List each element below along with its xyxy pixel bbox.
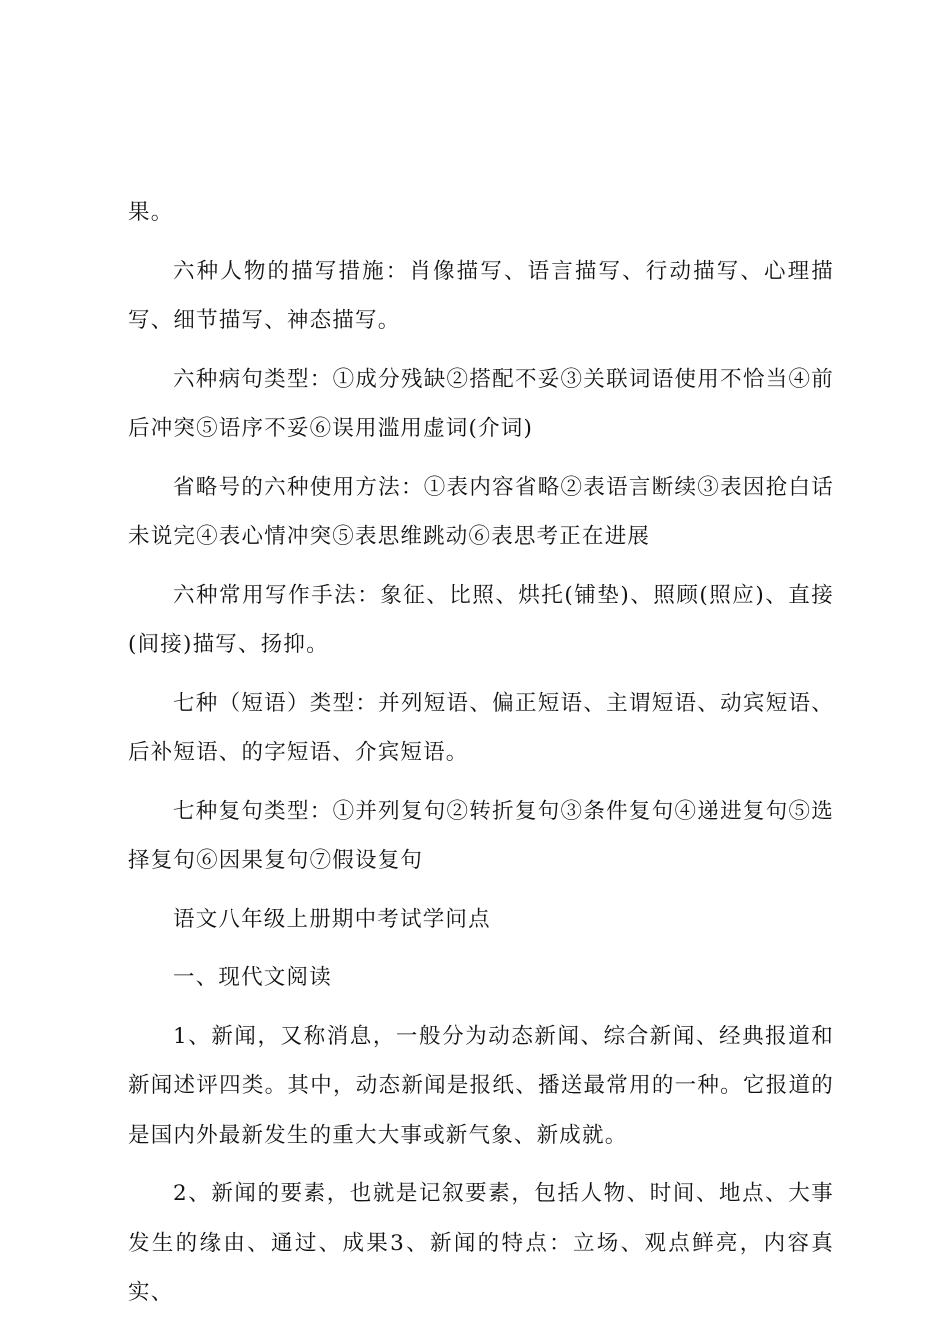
subsection-heading: 一、现代文阅读 bbox=[173, 965, 332, 990]
section-heading: 语文八年级上册期中考试学问点 bbox=[173, 906, 491, 932]
paragraph-continuation: 果。 bbox=[128, 200, 174, 225]
paragraph-writing-techniques: 六种常用写作手法：象征、比照、烘托(铺垫)、照顾(照应)、直接(间接)描写、扬抑。 bbox=[128, 582, 834, 657]
paragraph-news-definition: 1、新闻，又称消息，一般分为动态新闻、综合新闻、经典报道和新闻述评四类。其中，动态新闻是报纸、播送最常用的一种。它报道的是国内外最新发生的重大大事或新气象、新成就。 bbox=[128, 1023, 834, 1148]
paragraph-character-description-methods: 六种人物的描写措施：肖像描写、语言描写、行动描写、心理描写、细节描写、神态描写。 bbox=[128, 258, 834, 333]
paragraph-faulty-sentence-types: 六种病句类型：①成分残缺②搭配不妥③关联词语使用不恰当④前后冲突⑤语序不妥⑥误用滥用虚词(介词) bbox=[128, 366, 834, 441]
paragraph-ellipsis-usage: 省略号的六种使用方法：①表内容省略②表语言断续③表因抢白话未说完④表心情冲突⑤表思维跳动⑥表思考正在进展 bbox=[128, 474, 834, 549]
paragraph-complex-sentence-types: 七种复句类型：①并列复句②转折复句③条件复句④递进复句⑤选择复句⑥因果复句⑦假设复句 bbox=[128, 798, 834, 873]
document-body bbox=[128, 188, 834, 1327]
paragraph-phrase-types: 七种（短语）类型：并列短语、偏正短语、主谓短语、动宾短语、后补短语、的字短语、介宾短语。 bbox=[128, 690, 834, 765]
paragraph-news-elements: 2、新闻的要素，也就是记叙要素，包括人物、时间、地点、大事发生的缘由、通过、成果3、新闻的特点：立场、观点鲜亮，内容真实、 bbox=[128, 1181, 834, 1305]
